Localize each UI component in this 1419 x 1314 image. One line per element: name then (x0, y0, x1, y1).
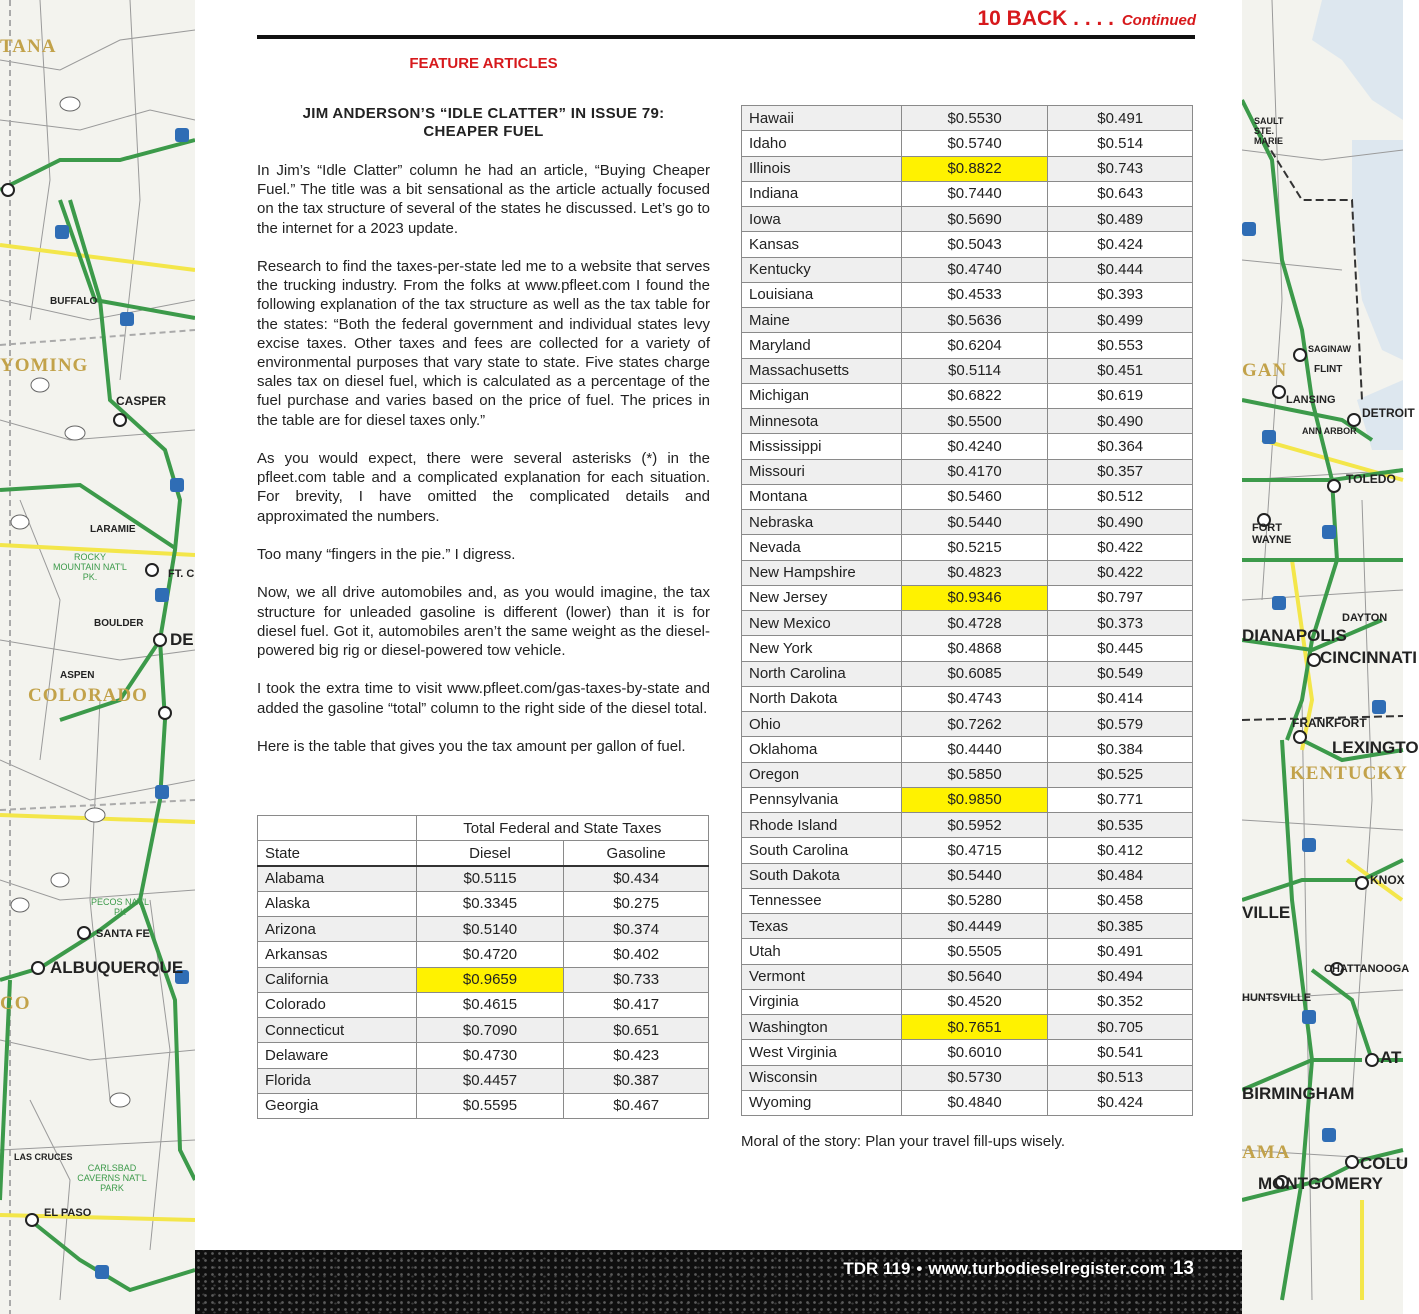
table-header-gasoline: Gasoline (564, 841, 709, 866)
gasoline-tax-cell: $0.484 (1048, 863, 1193, 888)
map-label-detroit: DETROIT (1362, 406, 1415, 420)
diesel-tax-cell: $0.3345 (416, 891, 564, 916)
state-cell: Oregon (742, 762, 902, 787)
table-row (742, 661, 1193, 686)
gasoline-tax-cell: $0.402 (564, 942, 709, 967)
state-cell: Minnesota (742, 409, 902, 434)
gasoline-tax-cell: $0.525 (1048, 762, 1193, 787)
state-cell: New Hampshire (742, 560, 902, 585)
table-row (742, 585, 1193, 610)
state-cell: Georgia (258, 1093, 417, 1118)
diesel-tax-cell: $0.4720 (416, 942, 564, 967)
diesel-tax-cell: $0.6204 (901, 333, 1048, 358)
diesel-tax-cell: $0.4840 (901, 1090, 1048, 1115)
map-label-buffalo: BUFFALO (50, 296, 98, 307)
table-row (258, 1043, 709, 1068)
table-row (742, 989, 1193, 1014)
state-cell: Louisiana (742, 282, 902, 307)
map-label-chattanooga: CHATTANOOGA (1324, 963, 1410, 975)
gasoline-tax-cell: $0.553 (1048, 333, 1193, 358)
article-paragraph: In Jim’s “Idle Clatter” column he had an article, “Buying Cheaper Fuel.” The title was a bit sensational as the article actually focused on the tax structure of several of the states he discussed. Let’s go to the internet for a 2023 update. (257, 162, 710, 237)
table-header-empty (258, 816, 417, 841)
gasoline-tax-cell: $0.445 (1048, 636, 1193, 661)
header-rule (257, 35, 1195, 39)
fuel-tax-table-right (741, 105, 1193, 1116)
diesel-tax-cell: $0.5114 (901, 358, 1048, 383)
table-header-state: State (258, 841, 417, 866)
gasoline-tax-cell: $0.444 (1048, 257, 1193, 282)
diesel-tax-cell: $0.4740 (901, 257, 1048, 282)
state-cell: Arkansas (258, 942, 417, 967)
moral-text: Moral of the story: Plan your travel fill-ups wisely. (741, 1133, 1066, 1150)
state-cell: Kansas (742, 232, 902, 257)
article-title (257, 105, 710, 141)
gasoline-tax-cell: $0.619 (1048, 383, 1193, 408)
state-cell: New Mexico (742, 611, 902, 636)
table-row (742, 434, 1193, 459)
gasoline-tax-cell: $0.651 (564, 1018, 709, 1043)
map-label-boulder: BOULDER (94, 618, 144, 629)
state-cell: Hawaii (742, 106, 902, 131)
state-cell: Massachusetts (742, 358, 902, 383)
map-label-frankfort: FRANKFORT (1292, 716, 1367, 730)
table-row (742, 257, 1193, 282)
table-row (258, 1018, 709, 1043)
map-label-montgomery: MONTGOMERY (1258, 1174, 1383, 1193)
table-row (742, 484, 1193, 509)
state-cell: Kentucky (742, 257, 902, 282)
article-paragraph: Here is the table that gives you the tax amount per gallon of fuel. (257, 738, 686, 755)
table-row (742, 333, 1193, 358)
map-label-carlsbad-caverns: CARLSBAD CAVERNS NAT'L PARK (77, 1163, 147, 1193)
map-label-atlanta: AT (1380, 1048, 1402, 1067)
diesel-tax-cell: $0.4520 (901, 989, 1048, 1014)
map-label-new-mexico: CO (0, 993, 31, 1014)
map-label-lansing: LANSING (1286, 394, 1336, 406)
state-cell: Maine (742, 308, 902, 333)
map-label-colorado: COLORADO (28, 685, 148, 706)
diesel-tax-cell: $0.5440 (901, 863, 1048, 888)
map-label-pecos: PECOS NAT'L PK (90, 897, 150, 917)
state-cell: Arizona (258, 917, 417, 942)
diesel-tax-cell: $0.4615 (416, 992, 564, 1017)
gasoline-tax-cell: $0.743 (1048, 156, 1193, 181)
table-row (742, 888, 1193, 913)
article-title-line1: JIM ANDERSON’S “IDLE CLATTER” IN ISSUE 79: (302, 105, 665, 122)
state-cell: Maryland (742, 333, 902, 358)
table-row (258, 891, 709, 916)
table-row (742, 964, 1193, 989)
gasoline-tax-cell: $0.275 (564, 891, 709, 916)
diesel-tax-cell: $0.9659 (416, 967, 564, 992)
table-row (742, 383, 1193, 408)
diesel-tax-cell: $0.4715 (901, 838, 1048, 863)
table-row (742, 535, 1193, 560)
state-cell: South Carolina (742, 838, 902, 863)
table-row (258, 866, 709, 891)
gasoline-tax-cell: $0.705 (1048, 1015, 1193, 1040)
gasoline-tax-cell: $0.414 (1048, 686, 1193, 711)
state-cell: Wyoming (742, 1090, 902, 1115)
diesel-tax-cell: $0.4449 (901, 914, 1048, 939)
gasoline-tax-cell: $0.579 (1048, 712, 1193, 737)
diesel-tax-cell: $0.5640 (901, 964, 1048, 989)
map-label-albuquerque: ALBUQUERQUE (50, 958, 184, 977)
map-label-las-cruces: LAS CRUCES (14, 1152, 73, 1162)
table-row (742, 939, 1193, 964)
table-row (742, 712, 1193, 737)
state-cell: Alabama (258, 866, 417, 891)
table-row (742, 1040, 1193, 1065)
footer-separator: • (916, 1259, 923, 1278)
table-row (742, 282, 1193, 307)
state-cell: West Virginia (742, 1040, 902, 1065)
gasoline-tax-cell: $0.417 (564, 992, 709, 1017)
diesel-tax-cell: $0.5595 (416, 1093, 564, 1118)
gasoline-tax-cell: $0.423 (564, 1043, 709, 1068)
article-paragraph: Now, we all drive automobiles and, as you would imagine, the tax structure for unleaded gasoline is different (lower) than it is for diesel fuel. Got it, automobiles aren’t the same weight as the diesel-powered big rig or diesel-powered tow vehicle. (257, 584, 710, 660)
map-label-rocky-mountain-park: ROCKY MOUNTAIN NAT'L PK. (53, 552, 127, 582)
diesel-tax-cell: $0.5115 (416, 866, 564, 891)
diesel-tax-cell: $0.9850 (901, 787, 1048, 812)
left-map-margin (0, 0, 195, 1314)
state-cell: Pennsylvania (742, 787, 902, 812)
table-row (742, 686, 1193, 711)
diesel-tax-cell: $0.5636 (901, 308, 1048, 333)
state-cell: Connecticut (258, 1018, 417, 1043)
gasoline-tax-cell: $0.512 (1048, 484, 1193, 509)
page-header-title (977, 7, 1196, 31)
diesel-tax-cell: $0.4457 (416, 1068, 564, 1093)
diesel-tax-cell: $0.5440 (901, 510, 1048, 535)
table-group-header: Total Federal and State Taxes (416, 816, 708, 841)
gasoline-tax-cell: $0.541 (1048, 1040, 1193, 1065)
table-row (742, 358, 1193, 383)
state-cell: Idaho (742, 131, 902, 156)
state-cell: Mississippi (742, 434, 902, 459)
state-cell: Indiana (742, 181, 902, 206)
map-label-indianapolis: DIANAPOLIS (1242, 626, 1347, 645)
article-paragraph: Research to find the taxes-per-state led me to a website that serves the trucking industry. From the folks at www.pfleet.com I found the following explanation of the tax structure as well as the tax table for the states: “Both the federal government and individual states levy excise taxes. Other taxes and fees are collected for a variety of environmental purposes that vary state to state. Five states charge sales tax on diesel fuel, which is calculated as a percentage of the fuel purchase and varies based on the price of fuel. The prices in the table are for diesel taxes only.” (257, 258, 710, 429)
diesel-tax-cell: $0.5460 (901, 484, 1048, 509)
state-cell: Illinois (742, 156, 902, 181)
gasoline-tax-cell: $0.424 (1048, 1090, 1193, 1115)
map-label-flint: FLINT (1314, 364, 1343, 375)
gasoline-tax-cell: $0.494 (1048, 964, 1193, 989)
state-cell: Rhode Island (742, 813, 902, 838)
table-row (258, 1068, 709, 1093)
gasoline-tax-cell: $0.643 (1048, 181, 1193, 206)
diesel-tax-cell: $0.4730 (416, 1043, 564, 1068)
article-paragraph: Too many “fingers in the pie.” I digress. (257, 546, 516, 564)
page-content (195, 0, 1242, 1250)
diesel-tax-cell: $0.5740 (901, 131, 1048, 156)
diesel-tax-cell: $0.6822 (901, 383, 1048, 408)
table-row (742, 863, 1193, 888)
diesel-tax-cell: $0.5530 (901, 106, 1048, 131)
gasoline-tax-cell: $0.489 (1048, 207, 1193, 232)
state-cell: Utah (742, 939, 902, 964)
diesel-tax-cell: $0.8822 (901, 156, 1048, 181)
diesel-tax-cell: $0.5140 (416, 917, 564, 942)
map-label-saginaw: SAGINAW (1308, 344, 1352, 354)
diesel-tax-cell: $0.5730 (901, 1065, 1048, 1090)
state-cell: Colorado (258, 992, 417, 1017)
table-row (742, 409, 1193, 434)
gasoline-tax-cell: $0.384 (1048, 737, 1193, 762)
gasoline-tax-cell: $0.467 (564, 1093, 709, 1118)
right-map-margin (1242, 0, 1419, 1314)
state-cell: Michigan (742, 383, 902, 408)
article-paragraph: As you would expect, there were several asterisks (*) in the pfleet.com table and a complicated explanation for each situation. For brevity, I have omitted the complicated details and approximated the numbers. (257, 450, 710, 525)
table-row (742, 181, 1193, 206)
table-row (742, 636, 1193, 661)
footer-issue: TDR 119 (843, 1259, 911, 1278)
map-label-columbus: COLU (1360, 1154, 1409, 1173)
diesel-tax-cell: $0.4170 (901, 459, 1048, 484)
state-cell: Texas (742, 914, 902, 939)
state-cell: Nebraska (742, 510, 902, 535)
gasoline-tax-cell: $0.535 (1048, 813, 1193, 838)
gasoline-tax-cell: $0.424 (1048, 232, 1193, 257)
map-label-birmingham: BIRMINGHAM (1242, 1084, 1355, 1103)
diesel-tax-cell: $0.4533 (901, 282, 1048, 307)
gasoline-tax-cell: $0.514 (1048, 131, 1193, 156)
diesel-tax-cell: $0.5850 (901, 762, 1048, 787)
gasoline-tax-cell: $0.387 (564, 1068, 709, 1093)
map-label-sault-ste-marie: SAULT STE. MARIE (1254, 116, 1284, 146)
gasoline-tax-cell: $0.797 (1048, 585, 1193, 610)
map-label-casper: CASPER (116, 394, 167, 408)
diesel-tax-cell: $0.4440 (901, 737, 1048, 762)
gasoline-tax-cell: $0.357 (1048, 459, 1193, 484)
table-row (742, 232, 1193, 257)
diesel-tax-cell: $0.4728 (901, 611, 1048, 636)
gasoline-tax-cell: $0.513 (1048, 1065, 1193, 1090)
diesel-tax-cell: $0.6085 (901, 661, 1048, 686)
state-cell: North Carolina (742, 661, 902, 686)
page-footer (195, 1250, 1242, 1314)
state-cell: Nevada (742, 535, 902, 560)
table-row (258, 942, 709, 967)
diesel-tax-cell: $0.7440 (901, 181, 1048, 206)
gasoline-tax-cell: $0.491 (1048, 106, 1193, 131)
table-row (258, 967, 709, 992)
article-paragraph: I took the extra time to visit www.pfleet.com/gas-taxes-by-state and added the gasoline “total” column to the right side of the diesel total. (257, 680, 710, 717)
state-cell: Oklahoma (742, 737, 902, 762)
map-label-ann-arbor: ANN ARBOR (1302, 426, 1357, 436)
map-label-kentucky: KENTUCKY (1290, 763, 1408, 784)
state-cell: North Dakota (742, 686, 902, 711)
state-cell: Tennessee (742, 888, 902, 913)
diesel-tax-cell: $0.7090 (416, 1018, 564, 1043)
table-header-diesel: Diesel (416, 841, 564, 866)
gasoline-tax-cell: $0.422 (1048, 560, 1193, 585)
diesel-tax-cell: $0.4868 (901, 636, 1048, 661)
gasoline-tax-cell: $0.385 (1048, 914, 1193, 939)
gasoline-tax-cell: $0.393 (1048, 282, 1193, 307)
map-label-alabama: AMA (1242, 1142, 1291, 1163)
gasoline-tax-cell: $0.434 (564, 866, 709, 891)
state-cell: California (258, 967, 417, 992)
table-row (742, 1090, 1193, 1115)
map-label-santa-fe: SANTA FE (96, 928, 150, 940)
gasoline-tax-cell: $0.499 (1048, 308, 1193, 333)
diesel-tax-cell: $0.4823 (901, 560, 1048, 585)
gasoline-tax-cell: $0.374 (564, 917, 709, 942)
footer-text (843, 1258, 1194, 1280)
table-row (742, 787, 1193, 812)
table-row (742, 207, 1193, 232)
state-cell: South Dakota (742, 863, 902, 888)
state-cell: Delaware (258, 1043, 417, 1068)
gasoline-tax-cell: $0.352 (1048, 989, 1193, 1014)
header-continued: Continued (1121, 12, 1196, 29)
table-row (742, 510, 1193, 535)
table-row (742, 156, 1193, 181)
state-cell: Iowa (742, 207, 902, 232)
state-cell: New Jersey (742, 585, 902, 610)
article-title-line2: CHEAPER FUEL (423, 123, 544, 140)
table-row (742, 1015, 1193, 1040)
gasoline-tax-cell: $0.491 (1048, 939, 1193, 964)
map-label-wyoming: YOMING (0, 355, 89, 376)
state-cell: Washington (742, 1015, 902, 1040)
table-row (742, 1065, 1193, 1090)
table-row (742, 737, 1193, 762)
map-label-ft-collins: FT. C (168, 568, 195, 580)
map-label-toledo: TOLEDO (1346, 472, 1396, 486)
map-label-montana: TANA (0, 36, 57, 57)
gasoline-tax-cell: $0.373 (1048, 611, 1193, 636)
gasoline-tax-cell: $0.733 (564, 967, 709, 992)
diesel-tax-cell: $0.5215 (901, 535, 1048, 560)
table-row (742, 838, 1193, 863)
map-label-michigan: GAN (1242, 360, 1288, 381)
state-cell: Vermont (742, 964, 902, 989)
diesel-tax-cell: $0.6010 (901, 1040, 1048, 1065)
gasoline-tax-cell: $0.458 (1048, 888, 1193, 913)
diesel-tax-cell: $0.5952 (901, 813, 1048, 838)
gasoline-tax-cell: $0.549 (1048, 661, 1193, 686)
diesel-tax-cell: $0.4743 (901, 686, 1048, 711)
state-cell: Montana (742, 484, 902, 509)
diesel-tax-cell: $0.5505 (901, 939, 1048, 964)
left-road-map-graphic (0, 0, 195, 1314)
state-cell: Missouri (742, 459, 902, 484)
table-row (258, 1093, 709, 1118)
map-label-lexington: LEXINGTO (1332, 738, 1419, 757)
map-label-nashville: VILLE (1242, 903, 1291, 922)
header-title-text: 10 BACK . . . . (977, 7, 1114, 30)
table-row (742, 560, 1193, 585)
map-label-knoxville: KNOX (1370, 873, 1405, 887)
table-row (742, 131, 1193, 156)
footer-page-number: 13 (1172, 1258, 1194, 1279)
gasoline-tax-cell: $0.422 (1048, 535, 1193, 560)
table-row (742, 611, 1193, 636)
state-cell: Ohio (742, 712, 902, 737)
map-label-denver: DE (170, 630, 194, 649)
table-row (742, 914, 1193, 939)
gasoline-tax-cell: $0.771 (1048, 787, 1193, 812)
gasoline-tax-cell: $0.364 (1048, 434, 1193, 459)
state-cell: Virginia (742, 989, 902, 1014)
diesel-tax-cell: $0.7262 (901, 712, 1048, 737)
footer-website: www.turbodieselregister.com (928, 1259, 1165, 1278)
map-label-huntsville: HUNTSVILLE (1242, 992, 1312, 1004)
table-row (742, 459, 1193, 484)
state-cell: Wisconsin (742, 1065, 902, 1090)
table-row (742, 106, 1193, 131)
fuel-tax-table-left (257, 815, 709, 1119)
gasoline-tax-cell: $0.412 (1048, 838, 1193, 863)
table-row (258, 992, 709, 1017)
diesel-tax-cell: $0.5500 (901, 409, 1048, 434)
diesel-tax-cell: $0.7651 (901, 1015, 1048, 1040)
state-cell: Florida (258, 1068, 417, 1093)
table-row (742, 308, 1193, 333)
map-label-el-paso: EL PASO (44, 1207, 92, 1219)
article-body (257, 161, 710, 775)
diesel-tax-cell: $0.5280 (901, 888, 1048, 913)
map-label-fort-wayne: FORT WAYNE (1252, 522, 1292, 546)
state-cell: Alaska (258, 891, 417, 916)
map-label-dayton: DAYTON (1342, 612, 1388, 624)
gasoline-tax-cell: $0.451 (1048, 358, 1193, 383)
map-label-laramie: LARAMIE (90, 524, 136, 535)
map-label-cincinnati: CINCINNATI (1320, 648, 1417, 667)
section-label: FEATURE ARTICLES (409, 55, 558, 72)
state-cell: New York (742, 636, 902, 661)
gasoline-tax-cell: $0.490 (1048, 510, 1193, 535)
table-row (258, 917, 709, 942)
table-row (742, 813, 1193, 838)
diesel-tax-cell: $0.5043 (901, 232, 1048, 257)
map-label-aspen: ASPEN (60, 670, 95, 681)
table-row (742, 762, 1193, 787)
diesel-tax-cell: $0.4240 (901, 434, 1048, 459)
diesel-tax-cell: $0.5690 (901, 207, 1048, 232)
gasoline-tax-cell: $0.490 (1048, 409, 1193, 434)
diesel-tax-cell: $0.9346 (901, 585, 1048, 610)
